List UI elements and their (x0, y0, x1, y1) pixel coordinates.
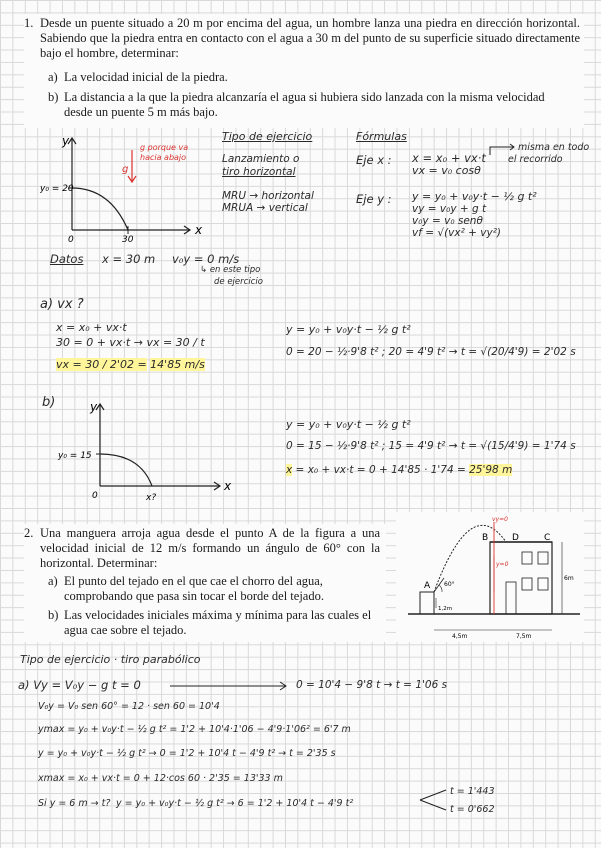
formulas-ejey-label: Eje y : (356, 192, 392, 206)
sketch2-x-label: x (224, 479, 232, 493)
problem1-item-b-text: La distancia a la que la piedra alcanzaría el agua si hubiera sido lanzada con la misma velocidad desde un puente 5 m más bajo. (64, 90, 545, 119)
formulas-ejex-1: x = x₀ + vx·t (412, 151, 486, 165)
formulas-ejey-2: vy = v₀y + g t (412, 203, 487, 215)
figure2-A: A (424, 581, 431, 591)
figure2-height-bld: 6m (564, 575, 574, 582)
sketch2-y0-label: y₀ = 15 (58, 451, 92, 461)
formulas-title: Fórmulas (356, 130, 407, 143)
sketch1-g-label: g (122, 164, 129, 175)
formulas-note-1: misma en todo (518, 142, 590, 153)
trajectory-sketch-2 (40, 398, 240, 506)
solution2-line-2: V₀y = V₀ sen 60° = 12 · sen 60 = 10'4 (38, 701, 220, 712)
solution2-t2: t = 0'662 (450, 804, 495, 815)
sketch1-y0-label: y₀ = 20 (40, 184, 74, 194)
part-b-result: 25'98 m (469, 464, 513, 476)
problem1-item-b-label: b) (48, 90, 59, 104)
figure2-D: D (512, 533, 519, 543)
part-b-right-3 (286, 464, 512, 476)
sketch2-x-mark: x? (146, 493, 157, 503)
problem2-block (24, 524, 386, 642)
formulas-ejey-4: vf = √(vx² + vy²) (412, 227, 502, 239)
part-a-result: 14'85 m/s (150, 358, 205, 371)
formulas-ejex-label: Eje x : (356, 153, 392, 167)
datos-voy: v₀y = 0 m/s (172, 252, 240, 266)
solution2-line-1b: 0 = 10'4 − 9'8 t → t = 1'06 s (296, 679, 448, 691)
problem1-statement: Desde un puente situado a 20 m por encima del agua, un hombre lanza una piedra en dirección horizontal. Sabiendo que la piedra entra en contacto con el agua a 30 m del punto de su superficie situado directamente bajo el hombre, determinar: (40, 16, 580, 60)
datos-label: Datos (50, 252, 84, 266)
solution2-tipo: Tipo de ejercicio · tiro parabólico (20, 653, 201, 666)
problem1-item-a-label: a) (48, 70, 58, 84)
sketch1-x-mark: 30 (122, 235, 134, 245)
tipo-line-2: tiro horizontal (222, 166, 296, 178)
part-b-right-3-mid: = x₀ + vx·t = 0 + 14'85 · 1'74 = (292, 464, 470, 476)
building-figure (396, 512, 584, 642)
solution2-line-1a: a) Vy = V₀y − g t = 0 (18, 678, 141, 692)
sketch2-y-label: y (90, 400, 98, 414)
datos-x: x = 30 m (102, 252, 156, 266)
part-a-line-3 (56, 358, 205, 371)
figure2-width2: 7,5m (516, 633, 532, 640)
solution2-line-3: ymax = y₀ + v₀y·t − ½ g t² = 1'2 + 10'4·1'06 − 4'9·1'06² = 6'7 m (38, 724, 351, 735)
sketch1-note-1: g porque va (140, 143, 189, 152)
tipo-title: Tipo de ejercicio (222, 130, 313, 143)
solution2-arrow-1 (170, 681, 290, 691)
figure2-hsmall: y=0 (496, 561, 509, 568)
datos-note-1: ↳ en este tipo (200, 265, 261, 275)
solution2-line-6b: y = y₀ + v₀y·t − ½ g t² → 6 = 1'2 + 10'4 t − 4'9 t² (116, 798, 354, 809)
part-a-line-1: x = x₀ + vx·t (56, 321, 127, 334)
figure2-height-A: 1,2m (438, 606, 453, 612)
solution2-line-6a: Si y = 6 m → t? (38, 798, 111, 809)
figure2-B: B (482, 533, 489, 543)
tipo-line-4: MRUA → vertical (222, 202, 308, 214)
figure2-vy0: vy=0 (492, 516, 508, 523)
trajectory-sketch-1 (40, 130, 220, 245)
tipo-line-3: MRU → horizontal (222, 190, 314, 202)
solution2-line-4: y = y₀ + v₀y·t − ½ g t² → 0 = 1'2 + 10'4 t − 4'9 t² → t = 2'35 s (38, 748, 336, 759)
solution2-branch-arrows (418, 786, 450, 814)
formulas-ejey-3: v₀y = v₀ senθ (412, 215, 483, 227)
part-a-right-2: 0 = 20 − ½·9'8 t² ; 20 = 4'9 t² → t = √(20/4'9) = 2'02 s (286, 346, 576, 358)
solution2-t1: t = 1'443 (450, 786, 495, 797)
part-a-label: a) vx ? (40, 297, 84, 312)
part-b-x-highlight: x (286, 464, 293, 476)
problem2-item-a-label: a) (48, 574, 58, 588)
formulas-ejey-1: y = y₀ + v₀y·t − ½ g t² (412, 190, 537, 203)
formulas-note-2: el recorrido (508, 154, 563, 165)
sketch1-x-label: x (195, 223, 203, 237)
problem1-number: 1. (24, 16, 34, 30)
figure2-angle: 60° (444, 581, 455, 588)
figure2-width1: 4,5m (452, 633, 468, 640)
part-b-right-2: 0 = 15 − ½·9'8 t² ; 15 = 4'9 t² → t = √(15/4'9) = 1'74 s (286, 440, 576, 452)
sketch1-note-2: hacia abajo (140, 153, 187, 162)
problem2-item-b-label: b) (48, 608, 59, 622)
sketch2-origin: 0 (92, 491, 98, 501)
problem1-item-a-text: La velocidad inicial de la piedra. (64, 70, 228, 84)
problem1-block (24, 14, 584, 128)
part-a-line-2: 30 = 0 + vx·t → vx = 30 / t (56, 336, 205, 349)
problem2-number: 2. (24, 526, 34, 540)
part-b-right-1: y = y₀ + v₀y·t − ½ g t² (286, 418, 411, 431)
sketch1-origin: 0 (68, 235, 74, 245)
part-a-right-1: y = y₀ + v₀y·t − ½ g t² (286, 323, 411, 336)
problem2-item-a-text: El punto del tejado en el que cae el chorro del agua, comprobando que pasa sin tocar el borde del tejado. (64, 574, 324, 603)
datos-note-2: de ejercicio (214, 277, 263, 287)
formulas-ejex-2: vx = v₀ cosθ (412, 164, 481, 177)
figure2-C: C (544, 533, 551, 543)
part-a-line-3-pre: vx = 30 / 2'02 = (56, 358, 147, 371)
part-b-label: b) (42, 395, 56, 410)
tipo-line-1: Lanzamiento o (222, 153, 300, 165)
solution2-line-5: xmax = x₀ + vx·t = 0 + 12·cos 60 · 2'35 = 13'33 m (38, 773, 283, 784)
problem2-statement: Una manguera arroja agua desde el punto A de la figura a una velocidad inicial de 12 m/s formando un ángulo de 60° con la horizontal. Determinar: (40, 526, 380, 570)
sketch1-y-label: y (62, 134, 70, 148)
problem2-item-b-text: Las velocidades iniciales máxima y mínima para las cuales el agua cae sobre el tejado. (64, 608, 372, 637)
